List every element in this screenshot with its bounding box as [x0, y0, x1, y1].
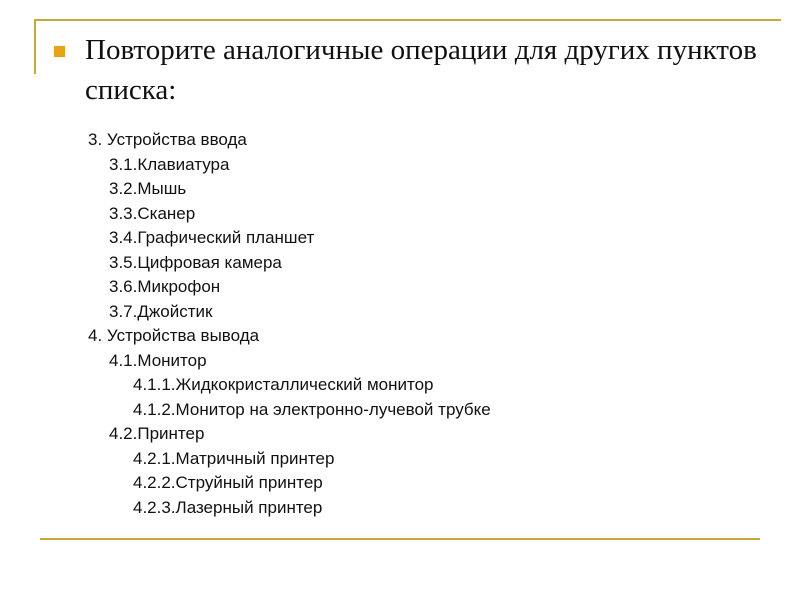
- list-item: 4.1.Монитор: [109, 350, 207, 370]
- bottom-rule: [40, 538, 760, 540]
- top-rule: [34, 19, 781, 21]
- list-item: 4.2.2.Струйный принтер: [133, 473, 323, 492]
- list-item: 4. Устройства вывода: [88, 326, 260, 345]
- list-item: 4.2.3.Лазерный принтер: [133, 497, 323, 517]
- bullet-square-icon: [54, 46, 65, 57]
- list-item: 4.2.Принтер: [109, 424, 205, 443]
- list-item: 3.1.Клавиатура: [109, 154, 230, 174]
- list-item: 4.1.2.Монитор на электронно-лучевой трубке: [133, 399, 491, 419]
- slide-heading: Повторите аналогичные операции для других пунктов списка:: [85, 34, 757, 106]
- list-item: 4.2.1.Матричный принтер: [133, 448, 335, 468]
- left-rule: [34, 19, 36, 74]
- list-item: 3.3.Сканер: [109, 203, 196, 223]
- list-item: 4.1.1.Жидкокристаллический монитор: [133, 375, 434, 394]
- list-item: 3.7.Джойстик: [109, 301, 213, 321]
- list-item: 3.2.Мышь: [109, 179, 187, 198]
- list-item: 3.4.Графический планшет: [109, 228, 315, 247]
- device-outline-list: [88, 128, 491, 520]
- list-item: 3.6.Микрофон: [109, 277, 221, 296]
- list-item: 3. Устройства ввода: [88, 130, 247, 149]
- list-item: 3.5.Цифровая камера: [109, 252, 282, 272]
